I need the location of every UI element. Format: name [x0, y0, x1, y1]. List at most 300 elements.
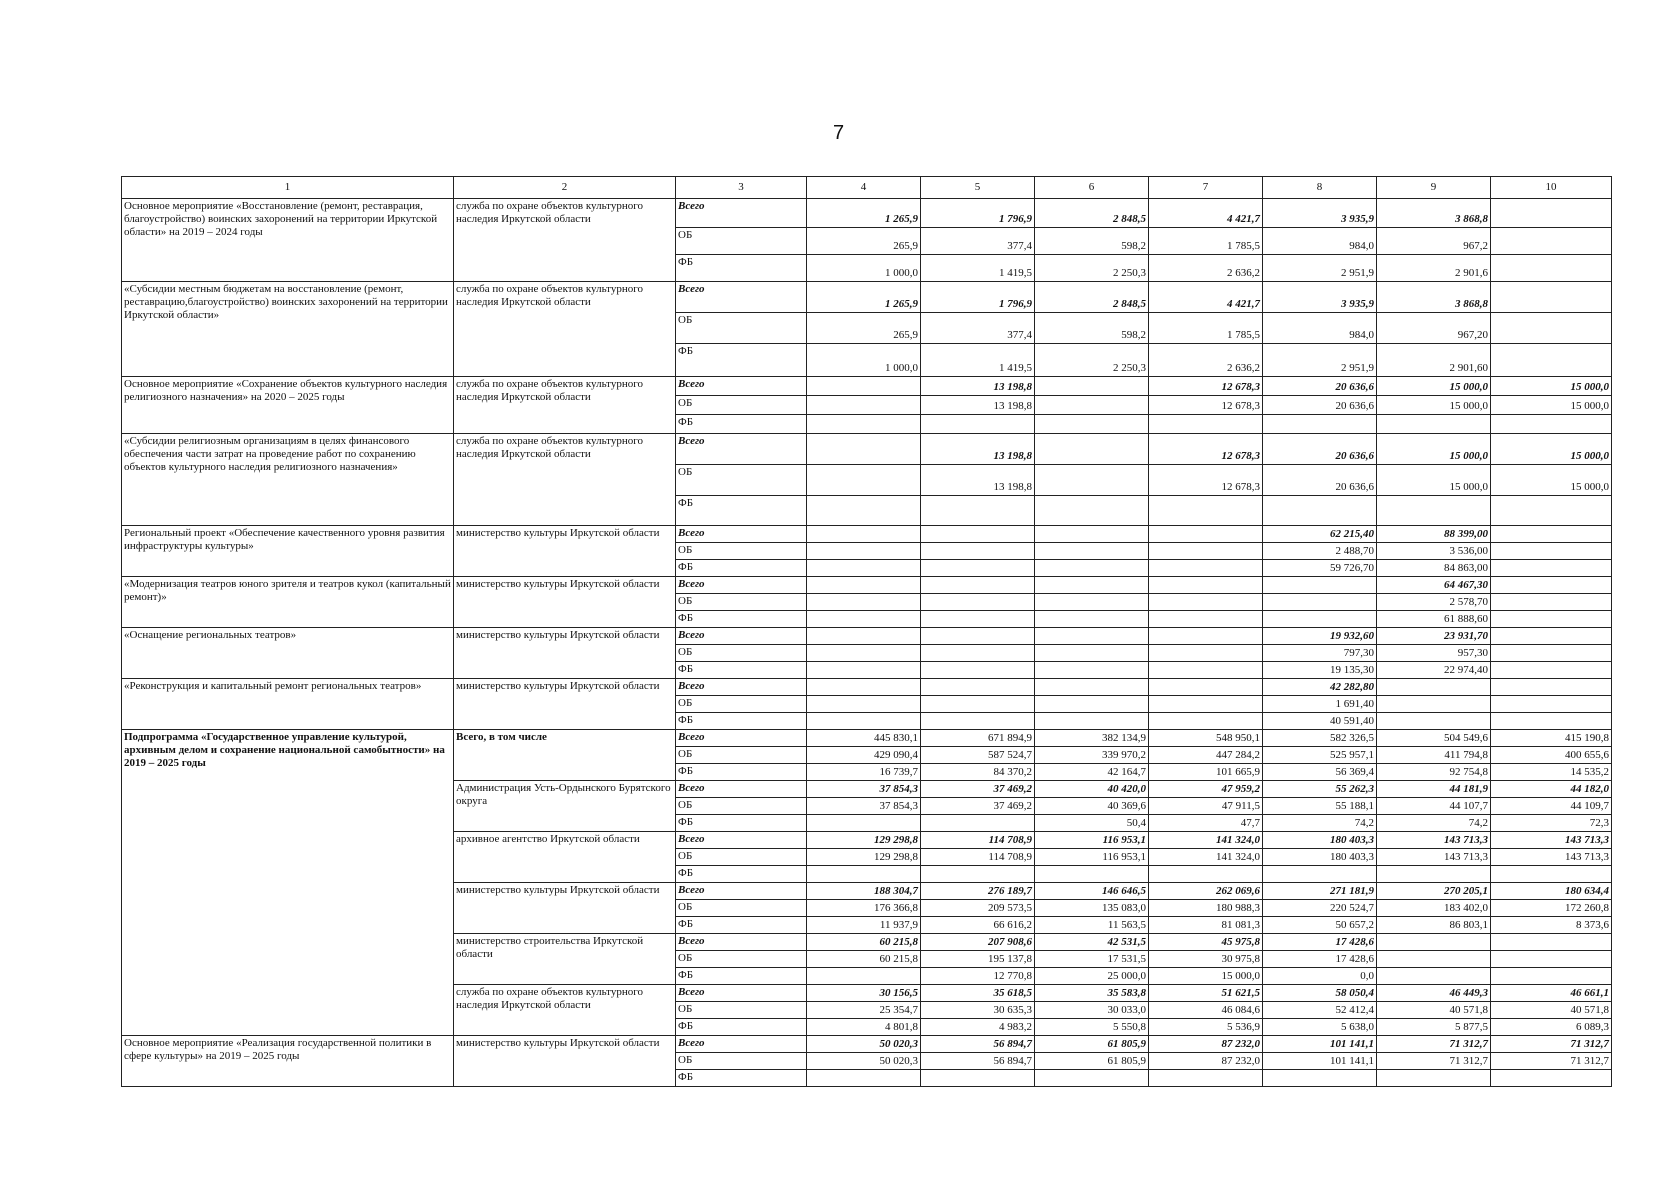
amount-cell: [807, 577, 921, 594]
funding-source: Всего: [676, 628, 807, 645]
table-body: [122, 199, 1612, 1087]
amount-cell: 42 282,80: [1263, 679, 1377, 696]
amount-cell: [1035, 1070, 1149, 1087]
amount-cell: [1377, 1070, 1491, 1087]
amount-cell: [807, 662, 921, 679]
col-header: 2: [454, 177, 676, 199]
amount-cell: 2 848,5: [1035, 199, 1149, 228]
amount-cell: 2 636,2: [1149, 255, 1263, 282]
funding-source: Всего: [676, 377, 807, 396]
amount-cell: 957,30: [1377, 645, 1491, 662]
amount-cell: 15 000,0: [1491, 434, 1612, 465]
activity-description: Основное мероприятие «Восстановление (ремонт, реставрация, благоустройство) воинских захоронений на территории Иркутской области» на 2019 – 2024 годы: [122, 199, 454, 282]
amount-cell: 411 794,8: [1377, 747, 1491, 764]
amount-cell: [921, 679, 1035, 696]
amount-cell: 50,4: [1035, 815, 1149, 832]
amount-cell: 2 250,3: [1035, 255, 1149, 282]
amount-cell: 339 970,2: [1035, 747, 1149, 764]
amount-cell: [1035, 434, 1149, 465]
funding-source: Всего: [676, 199, 807, 228]
amount-cell: [1377, 496, 1491, 526]
amount-cell: [921, 628, 1035, 645]
amount-cell: 1 419,5: [921, 344, 1035, 377]
amount-cell: [1491, 934, 1612, 951]
amount-cell: 23 931,70: [1377, 628, 1491, 645]
amount-cell: 50 657,2: [1263, 917, 1377, 934]
amount-cell: 55 188,1: [1263, 798, 1377, 815]
amount-cell: 37 469,2: [921, 781, 1035, 798]
amount-cell: 116 953,1: [1035, 849, 1149, 866]
col-header: 8: [1263, 177, 1377, 199]
amount-cell: 5 877,5: [1377, 1019, 1491, 1036]
amount-cell: [921, 594, 1035, 611]
col-header: 1: [122, 177, 454, 199]
amount-cell: 5 550,8: [1035, 1019, 1149, 1036]
amount-cell: 15 000,0: [1491, 465, 1612, 496]
amount-cell: 64 467,30: [1377, 577, 1491, 594]
amount-cell: [1491, 577, 1612, 594]
amount-cell: 101 141,1: [1263, 1053, 1377, 1070]
amount-cell: [1149, 496, 1263, 526]
funding-source: Всего: [676, 1036, 807, 1053]
amount-cell: [1149, 662, 1263, 679]
amount-cell: 114 708,9: [921, 832, 1035, 849]
amount-cell: [807, 526, 921, 543]
amount-cell: 19 932,60: [1263, 628, 1377, 645]
amount-cell: [807, 696, 921, 713]
responsible-executor: служба по охране объектов культурного наследия Иркутской области: [454, 377, 676, 434]
amount-cell: 146 646,5: [1035, 883, 1149, 900]
amount-cell: 1 419,5: [921, 255, 1035, 282]
amount-cell: 3 935,9: [1263, 199, 1377, 228]
amount-cell: [807, 628, 921, 645]
funding-source: ФБ: [676, 415, 807, 434]
funding-source: ФБ: [676, 1070, 807, 1087]
funding-source: Всего: [676, 679, 807, 696]
amount-cell: 60 215,8: [807, 934, 921, 951]
funding-source: ОБ: [676, 645, 807, 662]
funding-source: ОБ: [676, 543, 807, 560]
amount-cell: 12 678,3: [1149, 465, 1263, 496]
amount-cell: [1149, 526, 1263, 543]
amount-cell: 13 198,8: [921, 465, 1035, 496]
amount-cell: [1491, 679, 1612, 696]
col-header: 4: [807, 177, 921, 199]
amount-cell: 129 298,8: [807, 832, 921, 849]
table-row: [122, 577, 1612, 594]
amount-cell: 4 421,7: [1149, 282, 1263, 313]
amount-cell: [1035, 543, 1149, 560]
amount-cell: 44 109,7: [1491, 798, 1612, 815]
responsible-executor: служба по охране объектов культурного наследия Иркутской области: [454, 199, 676, 282]
amount-cell: [1491, 696, 1612, 713]
amount-cell: 2 951,9: [1263, 255, 1377, 282]
amount-cell: 1 265,9: [807, 199, 921, 228]
table-row: [122, 282, 1612, 313]
amount-cell: [1149, 543, 1263, 560]
amount-cell: 382 134,9: [1035, 730, 1149, 747]
amount-cell: 17 428,6: [1263, 951, 1377, 968]
amount-cell: 20 636,6: [1263, 465, 1377, 496]
amount-cell: 447 284,2: [1149, 747, 1263, 764]
funding-source: ФБ: [676, 713, 807, 730]
column-number-row: [122, 177, 1612, 199]
amount-cell: 671 894,9: [921, 730, 1035, 747]
responsible-executor: служба по охране объектов культурного наследия Иркутской области: [454, 434, 676, 526]
amount-cell: [921, 543, 1035, 560]
amount-cell: 14 535,2: [1491, 764, 1612, 781]
amount-cell: [921, 713, 1035, 730]
amount-cell: 176 366,8: [807, 900, 921, 917]
responsible-executor: министерство культуры Иркутской области: [454, 577, 676, 628]
amount-cell: 30 156,5: [807, 985, 921, 1002]
funding-source: Всего: [676, 934, 807, 951]
responsible-executor: Всего, в том числе: [454, 730, 676, 781]
amount-cell: 445 830,1: [807, 730, 921, 747]
amount-cell: 12 678,3: [1149, 396, 1263, 415]
activity-description: «Модернизация театров юного зрителя и театров кукол (капитальный ремонт)»: [122, 577, 454, 628]
funding-source: ФБ: [676, 1019, 807, 1036]
amount-cell: 25 000,0: [1035, 968, 1149, 985]
amount-cell: 4 421,7: [1149, 199, 1263, 228]
amount-cell: 4 983,2: [921, 1019, 1035, 1036]
amount-cell: 74,2: [1263, 815, 1377, 832]
amount-cell: 52 412,4: [1263, 1002, 1377, 1019]
page-number: 7: [832, 122, 845, 144]
amount-cell: 51 621,5: [1149, 985, 1263, 1002]
amount-cell: [1491, 866, 1612, 883]
amount-cell: 42 531,5: [1035, 934, 1149, 951]
amount-cell: [807, 968, 921, 985]
table-row: [122, 679, 1612, 696]
amount-cell: [1035, 465, 1149, 496]
amount-cell: 47,7: [1149, 815, 1263, 832]
amount-cell: [1263, 611, 1377, 628]
table-row: [122, 628, 1612, 645]
funding-source: ОБ: [676, 798, 807, 815]
activity-description: Основное мероприятие «Сохранение объектов культурного наследия религиозного назначения» на 2020 – 2025 годы: [122, 377, 454, 434]
amount-cell: 13 198,8: [921, 377, 1035, 396]
amount-cell: 101 665,9: [1149, 764, 1263, 781]
amount-cell: [1035, 866, 1149, 883]
amount-cell: [1491, 228, 1612, 255]
amount-cell: 47 911,5: [1149, 798, 1263, 815]
amount-cell: 19 135,30: [1263, 662, 1377, 679]
funding-source: ОБ: [676, 900, 807, 917]
amount-cell: [1491, 344, 1612, 377]
amount-cell: [1149, 679, 1263, 696]
amount-cell: 37 854,3: [807, 798, 921, 815]
amount-cell: [1491, 594, 1612, 611]
amount-cell: 3 868,8: [1377, 199, 1491, 228]
amount-cell: [1377, 415, 1491, 434]
amount-cell: 143 713,3: [1491, 832, 1612, 849]
amount-cell: [807, 815, 921, 832]
amount-cell: [921, 1070, 1035, 1087]
col-header: 6: [1035, 177, 1149, 199]
amount-cell: 56 369,4: [1263, 764, 1377, 781]
amount-cell: [1263, 577, 1377, 594]
amount-cell: [921, 815, 1035, 832]
amount-cell: 30 033,0: [1035, 1002, 1149, 1019]
amount-cell: 143 713,3: [1377, 849, 1491, 866]
amount-cell: [1035, 377, 1149, 396]
funding-source: ОБ: [676, 1002, 807, 1019]
funding-source: Всего: [676, 282, 807, 313]
amount-cell: [807, 679, 921, 696]
table-row: [122, 434, 1612, 465]
responsible-executor: служба по охране объектов культурного наследия Иркутской области: [454, 282, 676, 377]
amount-cell: [1035, 560, 1149, 577]
amount-cell: [1377, 968, 1491, 985]
amount-cell: [1149, 577, 1263, 594]
amount-cell: 40 571,8: [1491, 1002, 1612, 1019]
amount-cell: [921, 611, 1035, 628]
amount-cell: 1 785,5: [1149, 313, 1263, 344]
amount-cell: 22 974,40: [1377, 662, 1491, 679]
amount-cell: 1 796,9: [921, 282, 1035, 313]
amount-cell: 2 901,6: [1377, 255, 1491, 282]
activity-description: «Оснащение региональных театров»: [122, 628, 454, 679]
funding-source: ФБ: [676, 764, 807, 781]
amount-cell: 262 069,6: [1149, 883, 1263, 900]
amount-cell: 74,2: [1377, 815, 1491, 832]
amount-cell: [921, 662, 1035, 679]
amount-cell: 141 324,0: [1149, 849, 1263, 866]
amount-cell: 141 324,0: [1149, 832, 1263, 849]
amount-cell: 37 854,3: [807, 781, 921, 798]
amount-cell: 967,20: [1377, 313, 1491, 344]
funding-source: ОБ: [676, 313, 807, 344]
amount-cell: [1149, 645, 1263, 662]
funding-source: ОБ: [676, 465, 807, 496]
amount-cell: 1 785,5: [1149, 228, 1263, 255]
amount-cell: 86 803,1: [1377, 917, 1491, 934]
activity-description: «Субсидии местным бюджетам на восстановление (ремонт, реставрацию,благоустройство) воинских захоронений на территории Иркутской области»: [122, 282, 454, 377]
amount-cell: 180 403,3: [1263, 832, 1377, 849]
amount-cell: 81 081,3: [1149, 917, 1263, 934]
amount-cell: 143 713,3: [1377, 832, 1491, 849]
amount-cell: 377,4: [921, 228, 1035, 255]
amount-cell: [1377, 866, 1491, 883]
amount-cell: 71 312,7: [1491, 1053, 1612, 1070]
amount-cell: 71 312,7: [1377, 1053, 1491, 1070]
amount-cell: 92 754,8: [1377, 764, 1491, 781]
col-header: 7: [1149, 177, 1263, 199]
budget-table: [121, 176, 1612, 1087]
amount-cell: [807, 434, 921, 465]
amount-cell: 40 420,0: [1035, 781, 1149, 798]
amount-cell: 37 469,2: [921, 798, 1035, 815]
amount-cell: [1491, 282, 1612, 313]
funding-source: Всего: [676, 434, 807, 465]
amount-cell: 62 215,40: [1263, 526, 1377, 543]
amount-cell: 2 951,9: [1263, 344, 1377, 377]
amount-cell: [1491, 1070, 1612, 1087]
table-row: [122, 526, 1612, 543]
amount-cell: 195 137,8: [921, 951, 1035, 968]
responsible-executor: министерство культуры Иркутской области: [454, 628, 676, 679]
amount-cell: 15 000,0: [1149, 968, 1263, 985]
amount-cell: [1377, 696, 1491, 713]
amount-cell: 2 636,2: [1149, 344, 1263, 377]
responsible-executor: министерство культуры Иркутской области: [454, 883, 676, 934]
amount-cell: 44 181,9: [1377, 781, 1491, 798]
amount-cell: [1377, 679, 1491, 696]
amount-cell: 180 403,3: [1263, 849, 1377, 866]
funding-source: ФБ: [676, 560, 807, 577]
amount-cell: 270 205,1: [1377, 883, 1491, 900]
amount-cell: 71 312,7: [1491, 1036, 1612, 1053]
amount-cell: 15 000,0: [1377, 465, 1491, 496]
amount-cell: 58 050,4: [1263, 985, 1377, 1002]
amount-cell: [807, 543, 921, 560]
amount-cell: 72,3: [1491, 815, 1612, 832]
funding-source: ОБ: [676, 1053, 807, 1070]
amount-cell: 116 953,1: [1035, 832, 1149, 849]
amount-cell: 5 536,9: [1149, 1019, 1263, 1036]
amount-cell: [807, 866, 921, 883]
amount-cell: 984,0: [1263, 313, 1377, 344]
amount-cell: 47 959,2: [1149, 781, 1263, 798]
activity-description: «Субсидии религиозным организациям в целях финансового обеспечения части затрат на проведение работ по сохранению объектов культурного наследия религиозного назначения»: [122, 434, 454, 526]
amount-cell: 2 578,70: [1377, 594, 1491, 611]
amount-cell: 172 260,8: [1491, 900, 1612, 917]
amount-cell: [1035, 713, 1149, 730]
amount-cell: [1035, 577, 1149, 594]
amount-cell: 3 935,9: [1263, 282, 1377, 313]
amount-cell: [807, 560, 921, 577]
amount-cell: [807, 611, 921, 628]
funding-source: Всего: [676, 730, 807, 747]
amount-cell: [807, 415, 921, 434]
amount-cell: [807, 465, 921, 496]
table-row: [122, 1036, 1612, 1053]
amount-cell: [1491, 611, 1612, 628]
amount-cell: 56 894,7: [921, 1053, 1035, 1070]
funding-source: ФБ: [676, 662, 807, 679]
responsible-executor: министерство культуры Иркутской области: [454, 526, 676, 577]
table-row: [122, 730, 1612, 747]
amount-cell: 0,0: [1263, 968, 1377, 985]
amount-cell: [921, 496, 1035, 526]
amount-cell: 15 000,0: [1491, 377, 1612, 396]
amount-cell: 11 937,9: [807, 917, 921, 934]
amount-cell: [1149, 560, 1263, 577]
amount-cell: [1035, 594, 1149, 611]
amount-cell: 50 020,3: [807, 1053, 921, 1070]
amount-cell: [1491, 968, 1612, 985]
funding-source: ФБ: [676, 917, 807, 934]
amount-cell: 40 571,8: [1377, 1002, 1491, 1019]
amount-cell: 45 975,8: [1149, 934, 1263, 951]
amount-cell: 87 232,0: [1149, 1036, 1263, 1053]
amount-cell: 265,9: [807, 313, 921, 344]
amount-cell: [1491, 560, 1612, 577]
amount-cell: [1491, 313, 1612, 344]
activity-description: Основное мероприятие «Реализация государственной политики в сфере культуры» на 2019 – 2025 годы: [122, 1036, 454, 1087]
amount-cell: 66 616,2: [921, 917, 1035, 934]
responsible-executor: министерство культуры Иркутской области: [454, 1036, 676, 1087]
amount-cell: 60 215,8: [807, 951, 921, 968]
amount-cell: [1035, 645, 1149, 662]
amount-cell: 1 000,0: [807, 344, 921, 377]
amount-cell: [1149, 594, 1263, 611]
funding-source: ФБ: [676, 496, 807, 526]
funding-source: Всего: [676, 985, 807, 1002]
amount-cell: [1149, 611, 1263, 628]
amount-cell: 2 488,70: [1263, 543, 1377, 560]
amount-cell: 44 107,7: [1377, 798, 1491, 815]
amount-cell: [807, 594, 921, 611]
amount-cell: 220 524,7: [1263, 900, 1377, 917]
funding-source: ОБ: [676, 696, 807, 713]
amount-cell: [1149, 713, 1263, 730]
amount-cell: [1035, 415, 1149, 434]
amount-cell: 129 298,8: [807, 849, 921, 866]
amount-cell: 8 373,6: [1491, 917, 1612, 934]
amount-cell: [1263, 496, 1377, 526]
funding-source: ФБ: [676, 344, 807, 377]
amount-cell: 35 583,8: [1035, 985, 1149, 1002]
amount-cell: [1491, 526, 1612, 543]
funding-source: ОБ: [676, 396, 807, 415]
amount-cell: 59 726,70: [1263, 560, 1377, 577]
amount-cell: 5 638,0: [1263, 1019, 1377, 1036]
activity-description: Подпрограмма «Государственное управление культурой, архивным делом и сохранение национальной самобытности» на 2019 – 2025 годы: [122, 730, 454, 1036]
amount-cell: 1 265,9: [807, 282, 921, 313]
amount-cell: 88 399,00: [1377, 526, 1491, 543]
funding-source: Всего: [676, 781, 807, 798]
amount-cell: [1035, 628, 1149, 645]
amount-cell: [921, 577, 1035, 594]
amount-cell: [807, 396, 921, 415]
amount-cell: 17 428,6: [1263, 934, 1377, 951]
amount-cell: [1377, 934, 1491, 951]
amount-cell: 180 988,3: [1149, 900, 1263, 917]
amount-cell: [1491, 543, 1612, 560]
amount-cell: 11 563,5: [1035, 917, 1149, 934]
amount-cell: 2 250,3: [1035, 344, 1149, 377]
amount-cell: 12 678,3: [1149, 434, 1263, 465]
amount-cell: [921, 866, 1035, 883]
amount-cell: [1035, 396, 1149, 415]
amount-cell: 1 796,9: [921, 199, 1035, 228]
amount-cell: 20 636,6: [1263, 377, 1377, 396]
amount-cell: 135 083,0: [1035, 900, 1149, 917]
amount-cell: 15 000,0: [1377, 377, 1491, 396]
funding-source: ФБ: [676, 866, 807, 883]
amount-cell: 46 661,1: [1491, 985, 1612, 1002]
amount-cell: [1035, 679, 1149, 696]
amount-cell: 30 975,8: [1149, 951, 1263, 968]
amount-cell: 55 262,3: [1263, 781, 1377, 798]
amount-cell: [1035, 526, 1149, 543]
amount-cell: [1491, 628, 1612, 645]
amount-cell: 101 141,1: [1263, 1036, 1377, 1053]
amount-cell: [1035, 611, 1149, 628]
amount-cell: 1 000,0: [807, 255, 921, 282]
amount-cell: 71 312,7: [1377, 1036, 1491, 1053]
amount-cell: 207 908,6: [921, 934, 1035, 951]
funding-source: ФБ: [676, 255, 807, 282]
amount-cell: [1491, 496, 1612, 526]
amount-cell: [1149, 1070, 1263, 1087]
amount-cell: 44 182,0: [1491, 781, 1612, 798]
funding-source: Всего: [676, 577, 807, 594]
amount-cell: 84 863,00: [1377, 560, 1491, 577]
amount-cell: [1149, 415, 1263, 434]
